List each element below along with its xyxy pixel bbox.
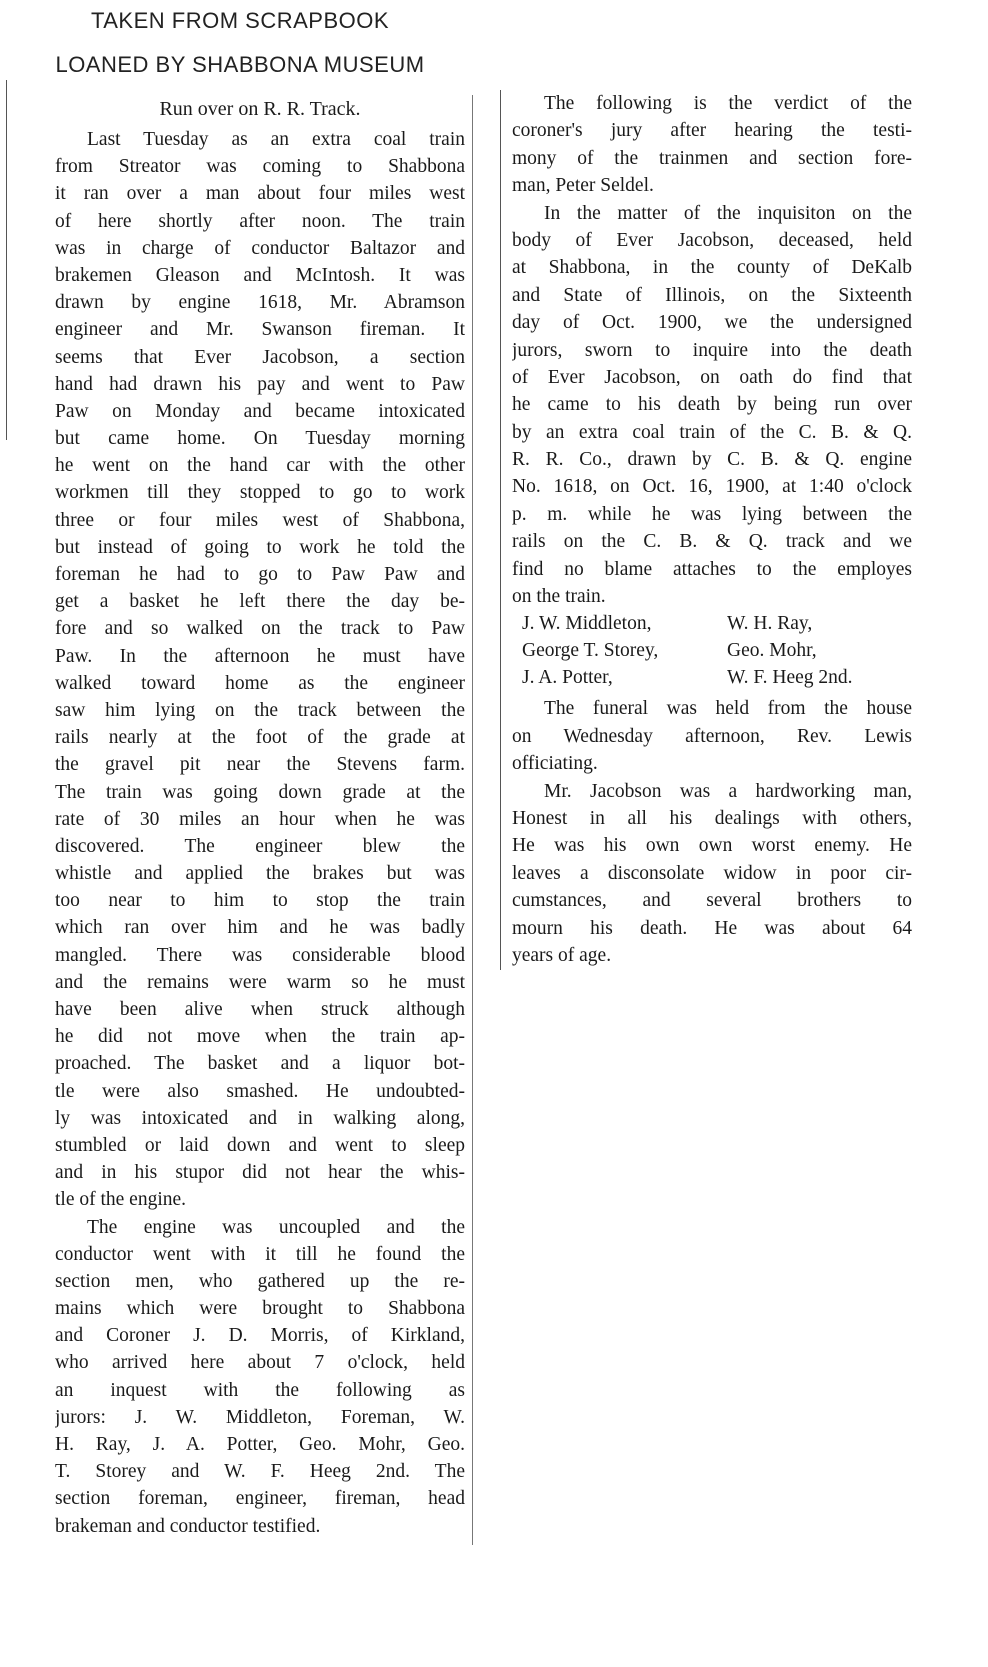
text-line: seems that Ever Jacobson, a section [55, 346, 465, 368]
article-left-column [55, 92, 465, 1540]
text-line: officiating. [512, 753, 598, 775]
text-line: conductor went with it till he found the [55, 1243, 465, 1265]
article-right-column [512, 90, 912, 969]
text-line: on Wednesday afternoon, Rev. Lewis [512, 725, 912, 747]
text-line: which ran over him and he was badly [55, 917, 465, 939]
text-line: too near to him to stop the train [55, 890, 465, 912]
text-line: R. R. Co., drawn by C. B. & Q. engine [512, 449, 912, 471]
text-line: section foreman, engineer, fireman, head [55, 1488, 465, 1510]
juror-name: J. W. Middleton, [522, 613, 652, 635]
juror-name: W. F. Heeg 2nd. [727, 667, 853, 689]
text-line: tle of the engine. [55, 1189, 187, 1211]
text-line: from Streator was coming to Shabbona [55, 156, 465, 178]
text-line: H. Ray, J. A. Potter, Geo. Mohr, Geo. [55, 1434, 465, 1455]
verdict-paragraph [512, 200, 912, 611]
text-line: workmen till they stopped to go to work [55, 482, 465, 504]
text-line: The following is the verdict of the [544, 93, 912, 114]
text-line: was in charge of conductor Baltazor and [55, 237, 465, 259]
text-line: fore and so walked on the track to Paw [55, 618, 465, 640]
text-line: of here shortly after noon. The train [55, 210, 465, 232]
text-line: section men, who gathered up the re- [55, 1270, 465, 1292]
juror-name: George T. Storey, [522, 640, 659, 662]
text-line: coroner's jury after hearing the testi- [512, 120, 912, 142]
text-line: three or four miles west of Shabbona, [55, 509, 465, 531]
scrapbook-header-line2: LOANED BY SHABBONA MUSEUM [55, 52, 425, 77]
text-line: rails nearly at the foot of the grade at [55, 727, 465, 749]
text-line: brakeman and conductor testified. [55, 1515, 321, 1537]
text-line: mourn his death. He was about 64 [512, 917, 912, 939]
text-line: who arrived here about 7 o'clock, held [55, 1352, 465, 1374]
text-line: on the train. [512, 586, 606, 608]
text-line: he did not move when the train ap- [55, 1026, 465, 1048]
text-line: by an extra coal train of the C. B. & Q. [512, 421, 912, 443]
text-line: The funeral was held from the house [544, 698, 912, 720]
text-line: whistle and applied the brakes but was [55, 863, 465, 885]
text-line: Last Tuesday as an extra coal train [87, 129, 465, 150]
column-divider-left [472, 95, 473, 1545]
text-line: rails on the C. B. & Q. track and we [512, 531, 912, 553]
text-line: T. Storey and W. F. Heeg 2nd. The [55, 1461, 465, 1483]
text-line: jurors, sworn to inquire into the death [512, 339, 912, 361]
juror-name: W. H. Ray, [727, 613, 813, 635]
text-line: discovered. The engineer blew the [55, 835, 465, 857]
text-line: body of Ever Jacobson, deceased, held [512, 229, 912, 251]
signature-row [512, 610, 912, 637]
text-line: and Coroner J. D. Morris, of Kirkland, [55, 1325, 465, 1347]
text-line: foreman he had to go to Paw Paw and [55, 564, 465, 585]
left-paragraph [55, 126, 465, 1214]
text-line: Paw. In the afternoon he must have [55, 645, 465, 667]
text-line: No. 1618, on Oct. 16, 1900, at 1:40 o'clock [512, 476, 912, 498]
text-line: engineer and Mr. Swanson fireman. It [55, 319, 465, 341]
text-line: cumstances, and several brothers to [512, 890, 912, 912]
text-line: The train was going down grade at the [55, 781, 465, 803]
text-line: get a basket he left there the day be- [55, 591, 465, 613]
text-line: mony of the trainmen and section fore- [512, 147, 912, 169]
text-line: but instead of going to work he told the [55, 536, 465, 558]
article-headline: Run over on R. R. Track. [159, 98, 361, 120]
text-line: of Ever Jacobson, on oath do find that [512, 366, 912, 388]
text-line: jurors: J. W. Middleton, Foreman, W. [55, 1406, 465, 1428]
juror-name: J. A. Potter, [522, 667, 613, 689]
text-line: mangled. There was considerable blood [55, 944, 465, 966]
left-paragraph [55, 1214, 465, 1540]
text-line: and the remains were warm so he must [55, 971, 465, 993]
text-line: brakemen Gleason and McIntosh. It was [55, 264, 465, 286]
text-line: In the matter of the inquisiton on the [544, 202, 912, 224]
text-line: day of Oct. 1900, we the undersigned [512, 312, 912, 334]
text-line: drawn by engine 1618, Mr. Abramson [55, 292, 465, 314]
text-line: find no blame attaches to the employes [512, 558, 912, 580]
juror-name: Geo. Mohr, [727, 640, 817, 662]
text-line: years of age. [512, 944, 612, 966]
text-line: Honest in all his dealings with others, [512, 807, 912, 829]
text-line: leaves a disconsolate widow in poor cir- [512, 862, 912, 884]
verdict-paragraph [512, 90, 912, 200]
obituary-paragraph [512, 695, 912, 777]
text-line: have been alive when struck although [55, 999, 465, 1020]
text-line: tle were also smashed. He undoubted- [55, 1080, 465, 1102]
text-line: and in his stupor did not hear the whis- [55, 1162, 465, 1184]
column-divider-right [500, 90, 501, 970]
text-line: at Shabbona, in the county of DeKalb [512, 257, 912, 279]
signature-row [512, 664, 912, 691]
text-line: an inquest with the following as [55, 1379, 465, 1401]
juror-signatures [512, 610, 912, 691]
text-line: the gravel pit near the Stevens farm. [55, 754, 465, 776]
text-line: Mr. Jacobson was a hardworking man, [544, 780, 912, 802]
text-line: it ran over a man about four miles west [55, 183, 465, 205]
text-line: He was his own own worst enemy. He [512, 835, 912, 857]
text-line: he went on the hand car with the other [55, 455, 465, 477]
obituary-paragraph [512, 778, 912, 970]
text-line: but came home. On Tuesday morning [55, 428, 465, 450]
text-line: walked toward home as the engineer [55, 672, 465, 694]
text-line: proached. The basket and a liquor bot- [55, 1053, 465, 1075]
scrapbook-header-line1: TAKEN FROM SCRAPBOOK [90, 8, 390, 33]
text-line: rate of 30 miles an hour when he was [55, 808, 465, 830]
text-line: he came to his death by being run over [512, 394, 912, 416]
text-line: stumbled or laid down and went to sleep [55, 1134, 465, 1156]
text-line: and State of Illinois, on the Sixteenth [512, 284, 912, 306]
text-line: The engine was uncoupled and the [87, 1216, 465, 1238]
left-edge-rule [6, 80, 7, 440]
text-line: man, Peter Seldel. [512, 175, 654, 197]
text-line: ly was intoxicated and in walking along, [55, 1107, 465, 1129]
text-line: hand had drawn his pay and went to Paw [55, 373, 465, 395]
text-line: mains which were brought to Shabbona [55, 1298, 465, 1320]
text-line: p. m. while he was lying between the [512, 503, 912, 525]
signature-row [512, 637, 912, 664]
text-line: Paw on Monday and became intoxicated [55, 400, 465, 422]
text-line: saw him lying on the track between the [55, 699, 465, 721]
